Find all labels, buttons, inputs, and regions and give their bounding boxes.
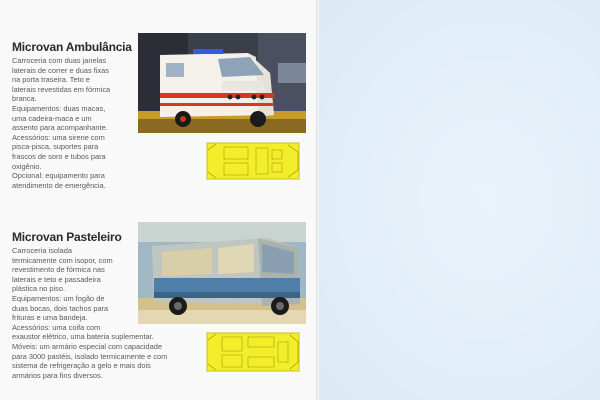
text-line: Equipamentos: um fogão de	[12, 293, 105, 303]
text-line: Opcional: equipamento para	[12, 171, 105, 181]
text-line: atendimento de emergência.	[12, 180, 106, 190]
text-line: Móveis: um armário especial com capacidade	[12, 341, 162, 351]
text-line: uma cadeira-maca e um	[12, 113, 92, 123]
pasteleiro-title: Microvan Pasteleiro	[12, 230, 122, 244]
text-line: Carroceria isolada	[12, 246, 72, 255]
ambulance-photo	[138, 33, 306, 133]
ambulance-floor-plan	[206, 142, 300, 180]
right-page	[318, 0, 600, 400]
text-line: pisca-pisca, suportes para	[12, 142, 99, 152]
text-line: laterais de correr e duas fixas	[12, 65, 109, 75]
text-line: branca.	[12, 94, 37, 104]
text-line: revestimento de fórmica nas	[12, 265, 105, 275]
text-line: Acessórios: uma sirene com	[12, 132, 105, 142]
text-line: plástica no piso.	[12, 284, 65, 294]
text-line: duas bocas, dois tachos para	[12, 303, 109, 313]
ambulance-description	[12, 56, 110, 190]
ambulance-title: Microvan Ambulância	[12, 40, 132, 54]
text-line: na porta traseira. Teto e	[12, 75, 90, 85]
pasteleiro-floor-plan	[206, 332, 300, 372]
text-line: frituras e uma bandeja.	[12, 313, 88, 323]
text-line: Acessórios: uma coifa com	[12, 322, 101, 332]
text-line: assento para acompanhante.	[12, 123, 108, 133]
page-gutter	[316, 0, 319, 400]
text-line: laterais e teto e passadeira	[12, 274, 101, 284]
text-line: sistema de refrigeração a gelo e mais dois	[12, 361, 151, 371]
text-line: Equipamentos: duas macas,	[12, 103, 106, 113]
text-line: armários para fins diversos.	[12, 370, 103, 380]
text-line: termicamente com isopor, com	[12, 255, 113, 265]
text-line: oxigênio.	[12, 161, 42, 171]
pasteleiro-photo	[138, 222, 306, 324]
text-line: frascos de soro e tubos para	[12, 151, 106, 161]
text-line: Carroceria com duas janelas	[12, 56, 107, 65]
text-line: para 3000 pastéis, isolado termicamente e com	[12, 351, 168, 361]
text-line: exaustor elétrico, uma bateria suplementar.	[12, 332, 154, 342]
text-line: laterais revestidas em fórmica	[12, 84, 111, 94]
